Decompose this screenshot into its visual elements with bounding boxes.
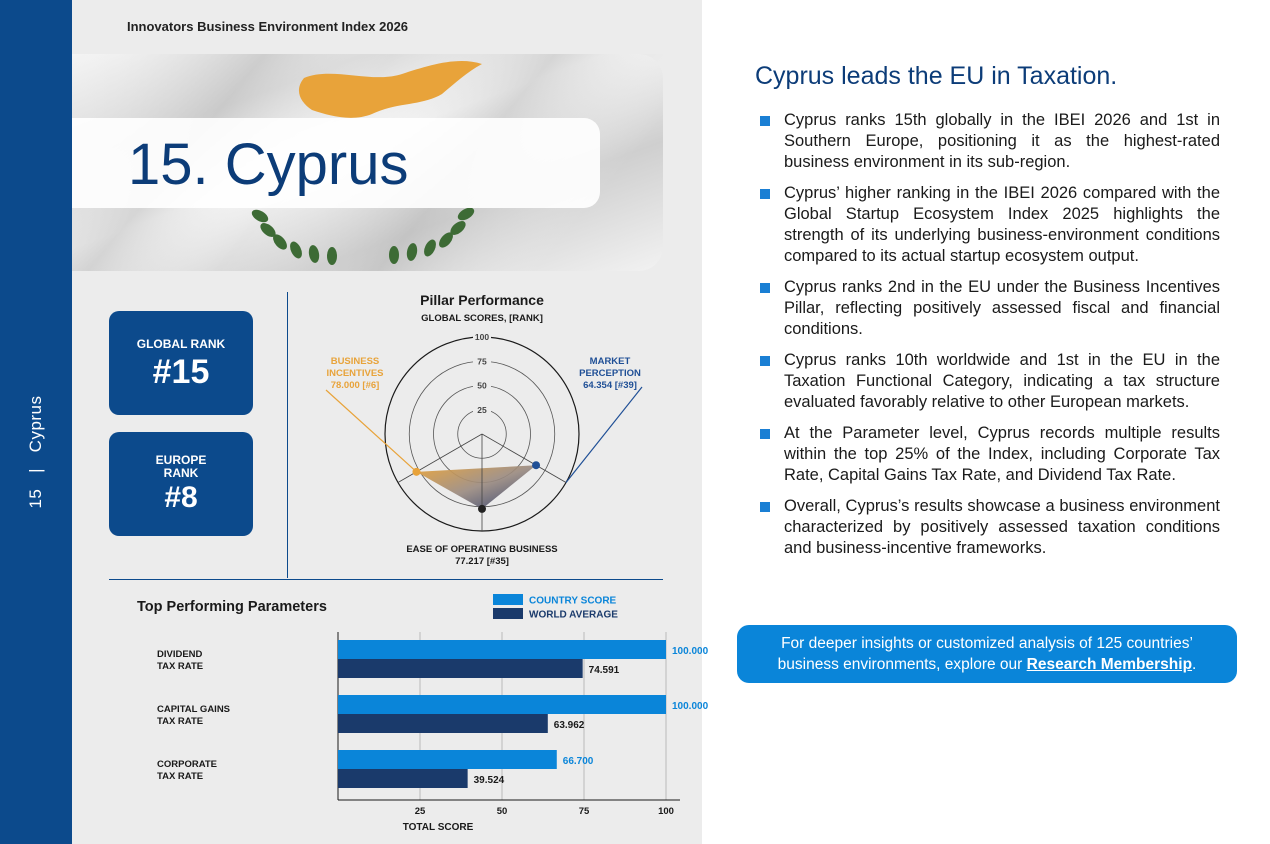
top-parameters-chart — [132, 584, 709, 840]
list-item — [758, 423, 1220, 486]
key-findings-list — [758, 110, 1220, 569]
list-item-text: At the Parameter level, Cyprus records multiple results within the top 25% of the Index, including Corporate Tax Rate, Capital Gains Tax Rate, and Dividend Tax Rate. — [784, 424, 1220, 484]
radar-area — [416, 465, 536, 509]
square-bullet-icon — [760, 116, 770, 126]
radar-tick-labels — [473, 332, 491, 415]
axis-label-market-line1: MARKET — [589, 356, 631, 367]
key-finding-title: Cyprus leads the EU in Taxation. — [755, 62, 1118, 90]
list-item — [758, 277, 1220, 340]
sidebar-page-number: 15 — [26, 488, 45, 509]
radar-point — [412, 468, 420, 476]
list-item — [758, 496, 1220, 559]
square-bullet-icon — [760, 356, 770, 366]
category-corporate-line1: CORPORATE — [157, 759, 217, 770]
legend-label-country: COUNTRY SCORE — [529, 595, 617, 607]
axis-score-market: 64.354 [#39] — [583, 380, 637, 391]
bar-value-label: 63.962 — [553, 720, 585, 731]
radar-title: Pillar Performance — [420, 292, 544, 308]
bar-chart-title: Top Performing Parameters — [137, 599, 327, 615]
radar-tick-label: 25 — [477, 404, 487, 415]
legend-swatch-world — [493, 608, 523, 619]
bar-country-2 — [338, 750, 557, 769]
report-header-title: Innovators Business Environment Index 2026 — [127, 19, 409, 34]
country-title: 15. Cyprus — [128, 132, 409, 197]
legend-swatch-country — [493, 594, 523, 605]
square-bullet-icon — [760, 283, 770, 293]
category-capital-gains-line2: TAX RATE — [157, 716, 204, 727]
sidebar-country: Cyprus — [26, 395, 45, 453]
axis-label-incentives-line2: INCENTIVES — [326, 368, 384, 379]
bar-x-tick-label: 50 — [496, 806, 508, 817]
radar-leader-market — [566, 387, 642, 483]
bar-value-label: 100.000 — [672, 646, 709, 657]
sidebar-page-label — [26, 395, 46, 508]
sidebar-separator: | — [26, 468, 45, 473]
radar-tick-label: 100 — [474, 332, 490, 342]
list-item-text: Cyprus ranks 10th worldwide and 1st in the EU in the Taxation Functional Category, indicating a tax structure evaluated favorably relative to other European markets. — [784, 351, 1220, 411]
axis-label-market-line2: PERCEPTION — [579, 368, 641, 379]
radar-tick-label: 50 — [477, 380, 487, 391]
bar-x-tick-label: 25 — [414, 806, 426, 817]
callout-line1: For deeper insights or customized analysis of 125 countries’ — [781, 635, 1193, 652]
sidebar — [0, 0, 72, 844]
europe-rank-card — [109, 432, 253, 536]
bar-world-2 — [338, 769, 468, 788]
bar-world-1 — [338, 714, 548, 733]
section-divider-horizontal — [109, 579, 663, 580]
global-rank-card — [109, 311, 253, 415]
list-item-text: Cyprus ranks 15th globally in the IBEI 2026 and 1st in Southern Europe, positioning it as the highest-rated business environment in its sub-region. — [784, 111, 1220, 171]
bar-value-label: 74.591 — [588, 665, 620, 676]
axis-score-ease: 77.217 [#35] — [455, 556, 509, 567]
callout-line2 — [737, 654, 1237, 675]
research-membership-callout — [737, 625, 1237, 683]
global-rank-label: GLOBAL RANK — [136, 337, 226, 351]
legend-label-world: WORLD AVERAGE — [529, 609, 618, 621]
global-rank-value: #15 — [152, 353, 210, 391]
list-item-text: Overall, Cyprus’s results showcase a business environment characterized by positively assessed taxation conditions and business-incentive frameworks. — [784, 497, 1220, 557]
callout-line2-text: business environments, explore our — [777, 656, 1027, 673]
category-capital-gains-line1: CAPITAL GAINS — [157, 704, 231, 715]
axis-label-ease: EASE OF OPERATING BUSINESS — [406, 544, 558, 555]
bar-country-0 — [338, 640, 666, 659]
section-divider-vertical — [287, 292, 288, 578]
bar-country-1 — [338, 695, 666, 714]
radar-score-area — [416, 465, 536, 509]
bar-x-tick-label: 100 — [658, 806, 674, 817]
pillar-performance-chart — [302, 286, 662, 576]
bar-x-axis-label: TOTAL SCORE — [402, 822, 474, 833]
square-bullet-icon — [760, 189, 770, 199]
bar-world-0 — [338, 659, 583, 678]
category-dividend-line2: TAX RATE — [157, 661, 204, 672]
bar-value-label: 39.524 — [473, 775, 505, 786]
square-bullet-icon — [760, 502, 770, 512]
bar-x-tick-label: 75 — [578, 806, 590, 817]
bar-marks — [338, 640, 709, 788]
europe-rank-label-line1: EUROPE — [155, 453, 207, 467]
category-dividend-line1: DIVIDEND — [157, 649, 203, 660]
list-item — [758, 183, 1220, 267]
list-item — [758, 110, 1220, 173]
square-bullet-icon — [760, 429, 770, 439]
list-item — [758, 350, 1220, 413]
category-corporate-line2: TAX RATE — [157, 771, 204, 782]
radar-point — [532, 461, 540, 469]
axis-label-incentives-line1: BUSINESS — [330, 356, 380, 367]
radar-point — [478, 505, 486, 513]
radar-leader-incentives — [326, 390, 416, 472]
europe-rank-value: #8 — [164, 481, 198, 514]
axis-score-incentives: 78.000 [#6] — [330, 380, 380, 391]
list-item-text: Cyprus ranks 2nd in the EU under the Business Incentives Pillar, reflecting positively assessed fiscal and financial conditions. — [784, 278, 1220, 338]
europe-rank-label-line2: RANK — [163, 466, 199, 480]
callout-period: . — [1192, 656, 1197, 673]
right-panel — [702, 0, 1270, 844]
radar-subtitle: GLOBAL SCORES, [RANK] — [421, 313, 543, 324]
radar-tick-label: 75 — [477, 356, 487, 367]
bar-value-label: 66.700 — [562, 756, 594, 767]
bar-value-label: 100.000 — [672, 701, 709, 712]
list-item-text: Cyprus’ higher ranking in the IBEI 2026 compared with the Global Startup Ecosystem Index 2025 highlights the strength of its underlying business-environment conditions compared to its actual startup ecosystem output. — [784, 184, 1220, 265]
left-panel — [72, 0, 709, 844]
research-membership-link[interactable]: Research Membership — [1026, 656, 1193, 673]
